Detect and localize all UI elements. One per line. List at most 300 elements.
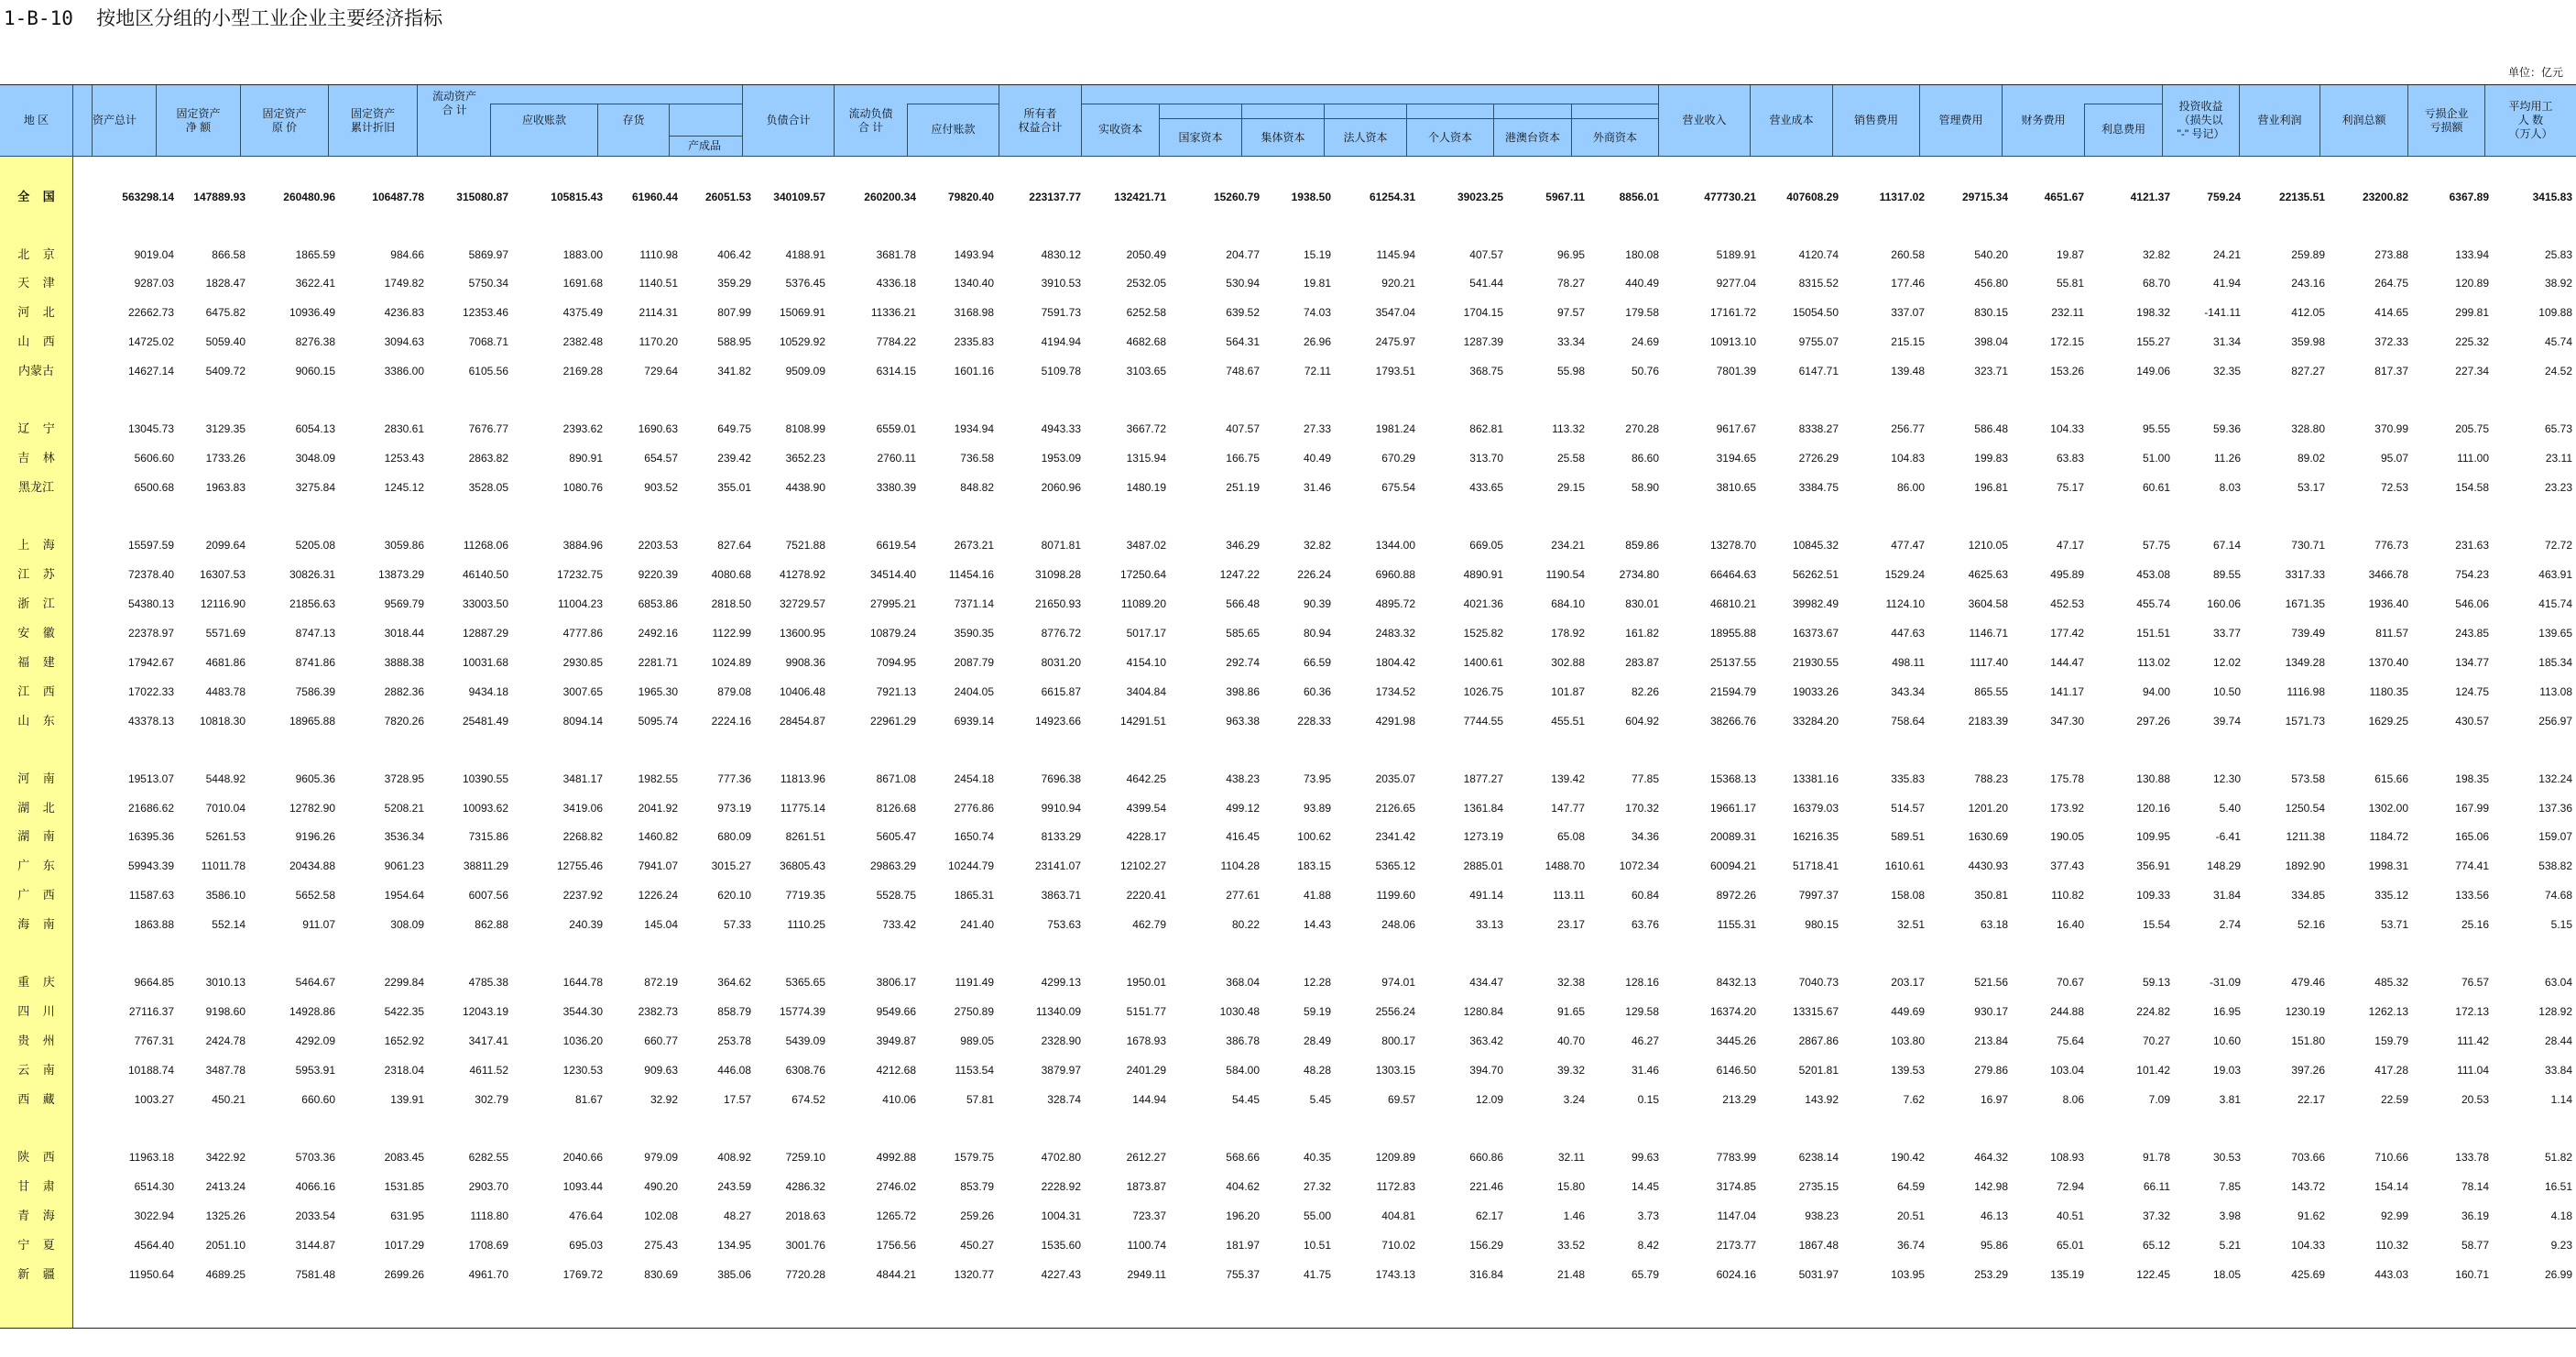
table-cell: 1302.00 <box>2368 802 2408 815</box>
table-cell: 7820.26 <box>384 715 424 728</box>
table-cell: 1017.29 <box>384 1239 424 1252</box>
table-cell: 139.91 <box>390 1093 424 1106</box>
header-grid-line <box>1324 104 1325 156</box>
table-cell: 938.23 <box>1805 1209 1839 1222</box>
table-cell: 198.32 <box>2136 306 2170 319</box>
table-cell: 13315.67 <box>1792 1005 1839 1018</box>
table-cell: 25137.55 <box>1709 656 1756 669</box>
table-cell: 1873.87 <box>1126 1180 1166 1193</box>
table-cell: 12.02 <box>2212 656 2241 669</box>
table-cell: 1749.82 <box>384 277 424 290</box>
table-cell: 31.46 <box>1303 481 1331 494</box>
table-cell: 1320.77 <box>954 1268 994 1281</box>
table-cell: 9755.07 <box>1798 335 1839 348</box>
table-cell: 5528.75 <box>876 889 916 902</box>
table-cell: 5365.12 <box>1375 859 1415 872</box>
table-cell: 10818.30 <box>199 715 246 728</box>
table-cell: 139.48 <box>1891 365 1925 378</box>
table-cell: 41278.92 <box>779 568 825 581</box>
table-cell: 3810.65 <box>1716 481 1756 494</box>
table-cell: 66.11 <box>2143 1180 2170 1193</box>
table-cell: 14.45 <box>1631 1180 1659 1193</box>
table-cell: 6619.54 <box>876 539 916 552</box>
table-cell: 2281.71 <box>638 656 678 669</box>
table-cell: 1349.28 <box>2285 656 2325 669</box>
table-cell: 213.84 <box>1974 1034 2008 1047</box>
table-cell: 8094.14 <box>562 715 603 728</box>
table-cell: 334.85 <box>2291 889 2325 902</box>
table-cell: 29.15 <box>1556 481 1585 494</box>
table-cell: 2237.92 <box>562 889 603 902</box>
table-cell: 25.16 <box>2461 918 2489 931</box>
table-cell: 22662.73 <box>127 306 174 319</box>
table-cell: 1480.19 <box>1126 481 1166 494</box>
table-cell: 10529.92 <box>779 335 825 348</box>
table-cell: 10936.49 <box>289 306 335 319</box>
table-cell: 66.59 <box>1303 656 1331 669</box>
table-cell: 14.43 <box>1303 918 1331 931</box>
table-cell: 1733.26 <box>205 452 246 465</box>
table-cell: 2776.86 <box>954 802 994 815</box>
table-cell: 7719.35 <box>785 889 825 902</box>
table-cell: 59.13 <box>2142 976 2170 989</box>
table-cell: 604.92 <box>1625 715 1659 728</box>
table-cell: 1155.31 <box>1717 918 1756 931</box>
table-cell: 61254.31 <box>1369 191 1415 203</box>
table-cell: 7521.88 <box>785 539 825 552</box>
table-cell: 21856.63 <box>289 597 335 610</box>
region-name: 吉 林 <box>17 451 55 465</box>
table-cell: 111.04 <box>2457 1064 2489 1077</box>
table-cell: 341.82 <box>717 365 751 378</box>
table-cell: 5208.21 <box>384 802 424 815</box>
table-cell: 12102.27 <box>1119 859 1166 872</box>
table-cell: 3275.84 <box>295 481 335 494</box>
table-cell: 24.52 <box>2544 365 2572 378</box>
table-cell: 6960.88 <box>1375 568 1415 581</box>
table-cell: 60094.21 <box>1709 859 1756 872</box>
table-cell: 1571.73 <box>2285 715 2325 728</box>
region-name: 上 海 <box>17 538 55 552</box>
table-cell: 109.95 <box>2136 830 2170 843</box>
table-cell: 7997.37 <box>1798 889 1839 902</box>
table-cell: 226.24 <box>1297 568 1331 581</box>
table-cell: 2532.05 <box>1126 277 1166 290</box>
table-cell: 830.01 <box>1625 597 1659 610</box>
table-cell: 538.82 <box>2538 859 2572 872</box>
header-finance-expense: 财务费用 <box>2021 114 2066 126</box>
table-cell: 232.11 <box>2051 306 2084 319</box>
table-cell: 3652.23 <box>785 452 825 465</box>
table-cell: 355.01 <box>717 481 751 494</box>
table-cell: 639.52 <box>1226 306 1260 319</box>
table-cell: 2299.84 <box>384 976 424 989</box>
table-cell: 243.59 <box>717 1180 751 1193</box>
table-cell: 3544.30 <box>562 1005 603 1018</box>
table-cell: 54.45 <box>1231 1093 1260 1106</box>
table-cell: 122.45 <box>2136 1268 2170 1281</box>
table-cell: 39.74 <box>2212 715 2241 728</box>
table-cell: 730.71 <box>2291 539 2325 552</box>
table-cell: 302.88 <box>1551 656 1585 669</box>
table-cell: 12887.29 <box>462 627 508 640</box>
table-cell: 4375.49 <box>562 306 603 319</box>
table-cell: 7801.39 <box>1716 365 1756 378</box>
table-cell: 7259.10 <box>785 1151 825 1164</box>
table-cell: 144.94 <box>1132 1093 1166 1106</box>
table-cell: 552.14 <box>212 918 246 931</box>
table-cell: 91.62 <box>2297 1209 2325 1222</box>
table-cell: 2087.79 <box>954 656 994 669</box>
table-cell: 19513.07 <box>127 772 174 785</box>
table-cell: 1828.47 <box>205 277 246 290</box>
table-cell: 9664.85 <box>134 976 174 989</box>
table-cell: 2903.70 <box>468 1180 508 1193</box>
table-cell: 4890.91 <box>1463 568 1503 581</box>
table-cell: 2382.73 <box>638 1005 678 1018</box>
table-cell: 7.85 <box>2219 1180 2241 1193</box>
table-cell: 404.62 <box>1226 1180 1260 1193</box>
table-cell: 4154.10 <box>1126 656 1166 669</box>
table-cell: 8776.72 <box>1041 627 1081 640</box>
table-cell: 39982.49 <box>1792 597 1839 610</box>
table-cell: 134.95 <box>717 1239 751 1252</box>
table-cell: 440.49 <box>1625 277 1659 290</box>
table-cell: 177.42 <box>2050 627 2084 640</box>
header-grid-line <box>2407 85 2408 156</box>
table-cell: 33.13 <box>1475 918 1503 931</box>
region-name: 江 西 <box>17 684 55 698</box>
table-cell: 14627.14 <box>127 365 174 378</box>
table-cell: 143.72 <box>2291 1180 2325 1193</box>
table-cell: 113.32 <box>1552 422 1585 435</box>
header-investment-income: 投资收益 （损失以 "-" 号记） <box>2177 100 2225 140</box>
table-cell: 1100.74 <box>1127 1239 1166 1252</box>
table-cell: 447.63 <box>1891 627 1925 640</box>
table-cell: 368.75 <box>1469 365 1503 378</box>
table-cell: 2424.78 <box>205 1034 246 1047</box>
table-cell: 1315.94 <box>1126 452 1166 465</box>
table-cell: 1691.68 <box>562 277 603 290</box>
table-cell: 76.57 <box>2461 976 2489 989</box>
table-cell: 40.51 <box>2056 1209 2084 1222</box>
header-current-liabilities: 流动负债 合 计 <box>848 106 893 134</box>
table-cell: 12.28 <box>1303 976 1331 989</box>
table-cell: 21686.62 <box>127 802 174 815</box>
table-cell: 2335.83 <box>954 335 994 348</box>
table-cell: 5422.35 <box>384 1005 424 1018</box>
table-cell: 7921.13 <box>876 685 916 698</box>
table-cell: 92.99 <box>2380 1209 2408 1222</box>
table-cell: 498.11 <box>1892 656 1925 669</box>
table-cell: 817.37 <box>2374 365 2408 378</box>
table-cell: 9605.36 <box>295 772 335 785</box>
header-grid-line <box>2162 85 2163 156</box>
table-cell: 43378.13 <box>127 715 174 728</box>
table-cell: 1981.24 <box>1375 422 1415 435</box>
table-cell: 1743.13 <box>1375 1268 1415 1281</box>
table-cell: 2949.11 <box>1127 1268 1166 1281</box>
table-cell: 58.77 <box>2461 1239 2489 1252</box>
table-cell: 3528.05 <box>468 481 508 494</box>
table-cell: 866.58 <box>212 248 246 261</box>
table-cell: 147.77 <box>1551 802 1585 815</box>
table-cell: 67.14 <box>2212 539 2241 552</box>
table-cell: 5109.78 <box>1041 365 1081 378</box>
table-cell: 963.38 <box>1226 715 1260 728</box>
table-cell: 979.09 <box>644 1151 678 1164</box>
region-name: 河 南 <box>17 772 55 785</box>
table-cell: 29863.29 <box>869 859 916 872</box>
table-cell: 4642.25 <box>1126 772 1166 785</box>
header-total-assets: 资产总计 <box>92 114 136 126</box>
header-grid-line <box>1493 104 1494 156</box>
table-cell: 46.13 <box>1980 1209 2008 1222</box>
table-cell: 190.05 <box>2050 830 2084 843</box>
table-cell: 38811.29 <box>463 859 508 872</box>
table-cell: 11587.63 <box>128 889 174 902</box>
table-cell: 6252.58 <box>1126 306 1166 319</box>
table-cell: 46140.50 <box>462 568 508 581</box>
table-cell: 18955.88 <box>1709 627 1756 640</box>
table-cell: 55.00 <box>1303 1209 1331 1222</box>
table-cell: 8108.99 <box>785 422 825 435</box>
table-cell: 3404.84 <box>1126 685 1166 698</box>
table-cell: 5.15 <box>2550 918 2572 931</box>
table-cell: 104.33 <box>2291 1239 2325 1252</box>
table-cell: 830.15 <box>1974 306 2008 319</box>
table-cell: 5652.58 <box>295 889 335 902</box>
table-cell: 1.46 <box>1563 1209 1585 1222</box>
table-cell: 340109.57 <box>773 191 825 203</box>
table-cell: 40.70 <box>1556 1034 1585 1047</box>
table-cell: 800.17 <box>1381 1034 1415 1047</box>
table-cell: 930.17 <box>1974 1005 2008 1018</box>
table-cell: 830.69 <box>644 1268 678 1281</box>
table-cell: 563298.14 <box>122 191 174 203</box>
table-cell: 7784.22 <box>876 335 916 348</box>
table-cell: 4689.25 <box>205 1268 246 1281</box>
table-cell: 225.32 <box>2455 335 2489 348</box>
table-cell: 1180.35 <box>2369 685 2408 698</box>
table-cell: 14923.66 <box>1034 715 1081 728</box>
table-cell: 275.43 <box>644 1239 678 1252</box>
table-cell: 16216.35 <box>1792 830 1839 843</box>
table-cell: 407608.29 <box>1786 191 1839 203</box>
table-cell: 1184.72 <box>2369 830 2408 843</box>
table-cell: 63.04 <box>2544 976 2572 989</box>
table-cell: 17161.72 <box>1709 306 1756 319</box>
table-cell: 173.92 <box>2050 802 2084 815</box>
header-legal-capital: 法人资本 <box>1343 130 1388 144</box>
table-cell: 1678.93 <box>1126 1034 1166 1047</box>
table-cell: 3590.35 <box>954 627 994 640</box>
table-cell: 178.92 <box>1551 627 1585 640</box>
table-cell: 9277.04 <box>1716 277 1756 290</box>
table-cell: 15.80 <box>1556 1180 1585 1193</box>
table-cell: 1938.50 <box>1291 191 1331 203</box>
table-cell: 23141.07 <box>1034 859 1081 872</box>
table-cell: 139.42 <box>1551 772 1585 785</box>
table-cell: 2863.82 <box>468 452 508 465</box>
region-name: 湖 南 <box>17 829 55 843</box>
table-cell: 1965.30 <box>638 685 678 698</box>
table-cell: 1190.54 <box>1545 568 1585 581</box>
table-cell: 758.64 <box>1891 715 1925 728</box>
table-cell: 315080.87 <box>456 191 508 203</box>
table-cell: 5869.97 <box>468 248 508 261</box>
region-name: 云 南 <box>17 1063 55 1077</box>
table-cell: 2830.61 <box>384 422 424 435</box>
table-cell: 148.29 <box>2207 859 2241 872</box>
table-cell: 2475.97 <box>1375 335 1415 348</box>
table-cell: 17250.64 <box>1119 568 1166 581</box>
table-cell: 16374.20 <box>1709 1005 1756 1018</box>
table-cell: 1287.39 <box>1463 335 1503 348</box>
region-name: 天 津 <box>17 276 55 290</box>
table-cell: 14725.02 <box>127 335 174 348</box>
table-cell: 13873.29 <box>377 568 424 581</box>
table-cell: 51.82 <box>2544 1151 2572 1164</box>
table-cell: 11963.18 <box>128 1151 174 1164</box>
table-cell: 4066.16 <box>295 1180 335 1193</box>
table-cell: 32.38 <box>1556 976 1585 989</box>
table-cell: 70.27 <box>2142 1034 2170 1047</box>
table-cell: 120.16 <box>2136 802 2170 815</box>
table-cell: 2404.05 <box>954 685 994 698</box>
table-cell: 5201.81 <box>1798 1064 1839 1077</box>
table-cell: 1535.60 <box>1041 1239 1081 1252</box>
table-cell: 2203.53 <box>638 539 678 552</box>
table-cell: 223137.77 <box>1029 191 1081 203</box>
table-cell: 240.39 <box>569 918 603 931</box>
table-cell: 7696.38 <box>1041 772 1081 785</box>
table-cell: 8741.86 <box>295 656 335 669</box>
table-cell: 299.81 <box>2455 306 2489 319</box>
table-cell: 654.57 <box>644 452 678 465</box>
table-cell: 2760.11 <box>877 452 916 465</box>
table-cell: 5151.77 <box>1126 1005 1166 1018</box>
table-cell: 151.51 <box>2136 627 2170 640</box>
table-cell: 1982.55 <box>638 772 678 785</box>
table-cell: 60.84 <box>1631 889 1659 902</box>
table-cell: 631.95 <box>390 1209 424 1222</box>
table-cell: 984.66 <box>390 248 424 261</box>
table-cell: 104.33 <box>2050 422 2084 435</box>
table-cell: 17942.67 <box>127 656 174 669</box>
table-cell: 15.19 <box>1303 248 1331 261</box>
table-cell: 1493.94 <box>954 248 994 261</box>
table-cell: 12755.46 <box>556 859 603 872</box>
table-cell: 8747.13 <box>295 627 335 640</box>
table-cell: 159.79 <box>2374 1034 2408 1047</box>
table-cell: 464.32 <box>1974 1151 2008 1164</box>
table-cell: 55.98 <box>1556 365 1585 378</box>
table-cell: 3481.17 <box>562 772 603 785</box>
table-cell: 94.00 <box>2142 685 2170 698</box>
table-cell: 7744.55 <box>1463 715 1503 728</box>
table-cell: 48.28 <box>1303 1064 1331 1077</box>
table-cell: 1644.78 <box>562 976 603 989</box>
table-cell: 2050.49 <box>1126 248 1166 261</box>
table-cell: 63.83 <box>2056 452 2084 465</box>
table-cell: 3129.35 <box>205 422 246 435</box>
table-cell: 65.01 <box>2056 1239 2084 1252</box>
table-cell: 1531.85 <box>384 1180 424 1193</box>
table-cell: 3415.83 <box>2532 191 2572 203</box>
header-grid-line <box>834 85 835 156</box>
table-cell: 81.67 <box>574 1093 603 1106</box>
table-cell: 862.81 <box>1469 422 1503 435</box>
table-cell: 540.20 <box>1974 248 2008 261</box>
header-grid-line <box>2084 104 2085 156</box>
table-cell: 63.76 <box>1631 918 1659 931</box>
table-cell: 142.98 <box>1974 1180 2008 1193</box>
region-name: 陕 西 <box>17 1150 55 1164</box>
table-cell: 6308.76 <box>785 1064 825 1077</box>
table-cell: 2735.15 <box>1798 1180 1839 1193</box>
table-cell: 530.94 <box>1226 277 1260 290</box>
bottom-rule <box>0 1328 2576 1329</box>
table-cell: -6.41 <box>2215 830 2241 843</box>
table-cell: 133.94 <box>2455 248 2489 261</box>
table-title: 1-B-10 按地区分组的小型工业企业主要经济指标 <box>4 7 443 29</box>
table-cell: 3384.75 <box>1798 481 1839 494</box>
table-cell: 430.57 <box>2455 715 2489 728</box>
table-cell: 1460.82 <box>638 830 678 843</box>
table-cell: 568.66 <box>1226 1151 1260 1164</box>
header-grid-line <box>2002 85 2003 156</box>
table-cell: 2114.31 <box>639 306 678 319</box>
table-cell: 253.29 <box>1974 1268 2008 1281</box>
table-cell: 248.06 <box>1381 918 1415 931</box>
table-cell: 215.15 <box>1891 335 1925 348</box>
table-cell: 1122.99 <box>712 627 751 640</box>
table-cell: 546.06 <box>2455 597 2489 610</box>
table-cell: 8432.13 <box>1716 976 1756 989</box>
table-cell: 41.94 <box>2212 277 2241 290</box>
table-cell: 51718.41 <box>1792 859 1839 872</box>
table-cell: 490.20 <box>644 1180 678 1193</box>
table-cell: 4188.91 <box>785 248 825 261</box>
table-cell: 2413.24 <box>205 1180 246 1193</box>
table-cell: 1877.27 <box>1463 772 1503 785</box>
table-cell: 57.81 <box>966 1093 994 1106</box>
table-cell: 2060.96 <box>1041 481 1081 494</box>
table-cell: 2051.10 <box>205 1239 246 1252</box>
table-cell: 10.51 <box>1303 1239 1331 1252</box>
table-cell: 28.44 <box>2544 1034 2572 1047</box>
table-cell: 1230.19 <box>2285 1005 2325 1018</box>
header-separator <box>0 156 2576 157</box>
table-cell: 1650.74 <box>954 830 994 843</box>
table-cell: 7.09 <box>2148 1093 2170 1106</box>
header-grid-line <box>1658 85 1659 156</box>
table-cell: 137.36 <box>2538 802 2572 815</box>
table-cell: 5.45 <box>1309 1093 1331 1106</box>
table-cell: 161.82 <box>1625 627 1659 640</box>
table-cell: 38266.76 <box>1709 715 1756 728</box>
table-cell: 412.05 <box>2291 306 2325 319</box>
table-cell: 143.92 <box>1805 1093 1839 1106</box>
table-cell: 759.24 <box>2207 191 2241 203</box>
region-name: 安 徽 <box>17 626 55 640</box>
table-cell: 175.78 <box>2050 772 2084 785</box>
header-grid-line <box>92 85 93 156</box>
table-cell: 5750.34 <box>468 277 508 290</box>
table-cell: 541.44 <box>1469 277 1503 290</box>
table-cell: 3667.72 <box>1126 422 1166 435</box>
